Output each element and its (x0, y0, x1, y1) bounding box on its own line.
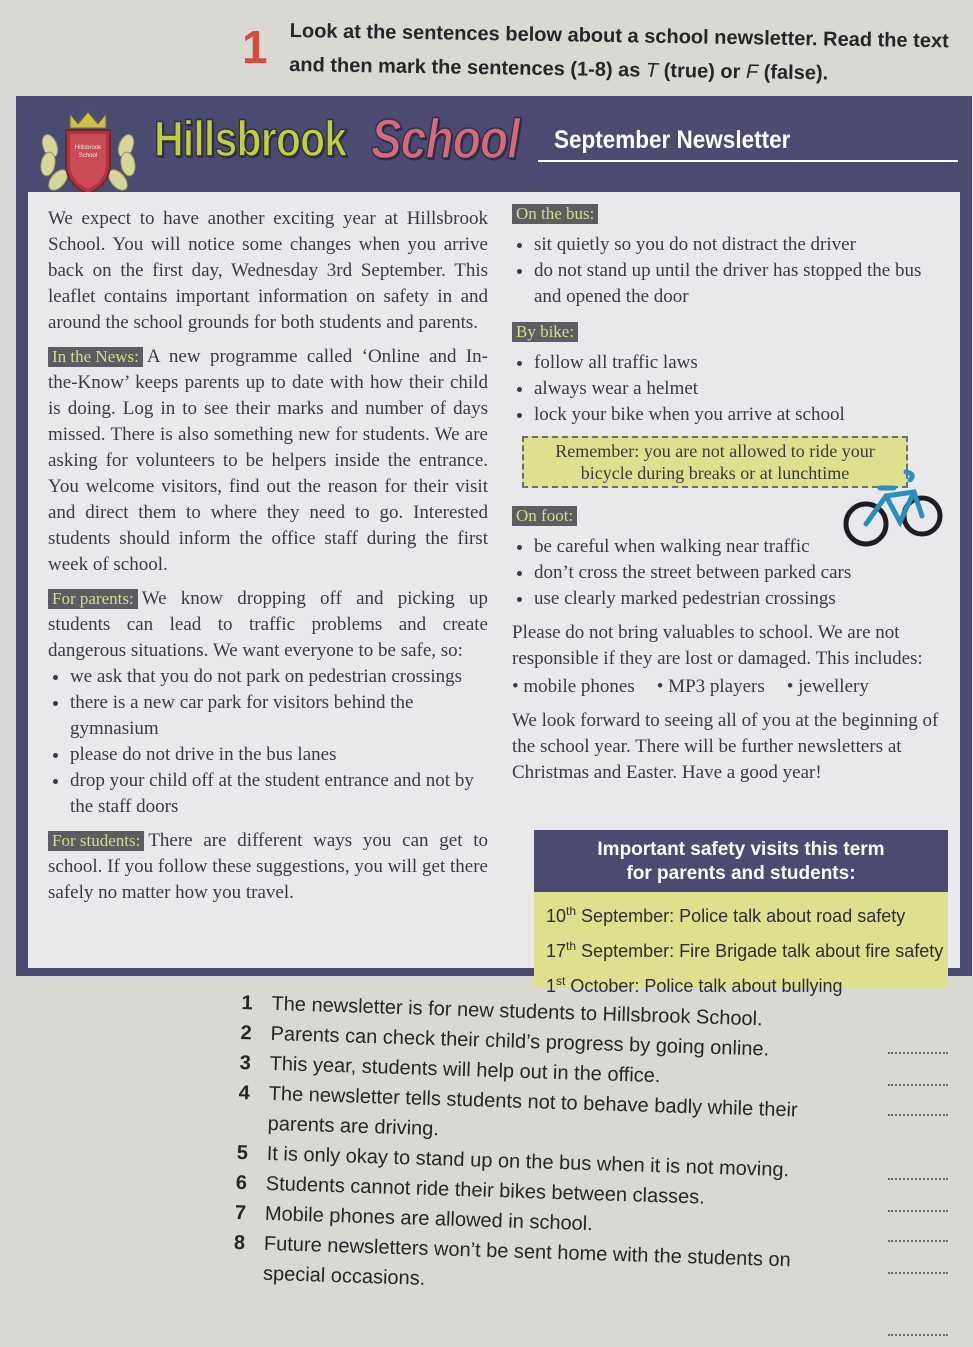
list-item: • don’t cross the street between parked cars (534, 560, 952, 586)
title-underline (538, 160, 958, 162)
list-item: • follow all traffic laws (534, 350, 952, 376)
task-instruction (289, 14, 965, 93)
list-item: • always wear a helmet (534, 376, 952, 402)
list-item (546, 931, 948, 966)
in-the-news-text: A new programme called ‘Online and In-the-Know’ keeps parents up to date with how their child is doing. Log in to see their marks and number of days missed. There is also something new for students. We are asking for volunteers to be helpers inside the entrance. You welcome visitors, find out the reason for their visit and direct them to where they need to go. Interested students should inform the office staff during the first week of school. (48, 346, 488, 575)
list-item: • mobile phones (512, 674, 635, 700)
visit-day-suffix: st (556, 974, 566, 988)
visit-day-suffix: th (566, 939, 577, 953)
bus-bullet-list (512, 232, 952, 310)
question-number: 4 (238, 1081, 251, 1105)
visit-day: 1 (546, 976, 557, 996)
in-the-news-tag: In the News: (48, 347, 143, 367)
question-text: Future newsletters won’t be sent home with the students on special occasions. (262, 1232, 792, 1290)
parents-bullet-list (48, 664, 488, 820)
list-item: • lock your bike when you arrive at school (534, 402, 952, 428)
question-text: Mobile phones are allowed in school. (264, 1202, 594, 1236)
list-item: • MP3 players (657, 674, 765, 700)
on-foot-tag: On foot: (512, 506, 577, 526)
true-word: (true) or (657, 59, 747, 84)
list-item (546, 896, 948, 931)
for-parents-tag: For parents: (48, 589, 138, 609)
false-word: (false). (757, 61, 829, 85)
instruction-prefix: Look at the sentences below about a school newsletter. Read the text and then mark the sentences (1-8) as (289, 19, 949, 82)
question-number: 1 (241, 991, 253, 1015)
answer-blank-1[interactable] (888, 1052, 948, 1054)
visit-text: September: Fire Brigade talk about fire safety (576, 941, 944, 961)
bicycle-icon (840, 466, 944, 552)
visit-text: September: Police talk about road safety (576, 906, 906, 926)
list-item (546, 966, 948, 1001)
on-the-bus-tag: On the bus: (512, 204, 598, 224)
question-text: This year, students will help out in the office. (269, 1052, 661, 1088)
newsletter-title: September Newsletter (554, 126, 791, 154)
for-students-tag: For students: (48, 831, 144, 851)
school-name-word-1: Hillsbrook (154, 111, 347, 167)
list-item: • jewellery (787, 674, 869, 700)
answer-blank-3[interactable] (888, 1114, 948, 1116)
question-text: Students cannot ride their bikes between classes. (265, 1172, 706, 1209)
answer-blank-6[interactable] (888, 1240, 948, 1242)
visit-day: 17 (546, 941, 567, 961)
crest-text: Hillsbrook School (74, 145, 102, 159)
safety-title-line-2: for parents and students: (626, 863, 856, 884)
for-students-text: There are different ways you can get to school. If you follow these suggestions, you will get there safely no matter how you travel. (48, 830, 488, 903)
true-mark: T (645, 59, 659, 82)
by-bike-tag: By bike: (512, 322, 578, 342)
newsletter (16, 96, 972, 996)
list-item: • we ask that you do not park on pedestrian crossings (70, 664, 488, 690)
for-students-paragraph (48, 828, 488, 906)
for-parents-paragraph (48, 586, 488, 664)
list-item: • sit quietly so you do not distract the driver (534, 232, 952, 258)
visit-day-suffix: th (566, 904, 577, 918)
question-number: 6 (235, 1171, 248, 1195)
visit-day: 10 (546, 906, 567, 926)
answer-blank-2[interactable] (888, 1084, 948, 1086)
safety-visits-box (534, 830, 948, 996)
left-column (48, 206, 488, 914)
visit-text: October: Police talk about bullying (565, 976, 843, 996)
for-parents-text: We know dropping off and picking up students can lead to traffic problems and create dangerous situations. We want everyone to be safe, so: (48, 588, 488, 661)
in-the-news-paragraph (48, 344, 488, 578)
question-number: 2 (240, 1021, 253, 1045)
intro-paragraph: We expect to have another exciting year at Hillsbrook School. You will notice some changes when you arrive back on the first day, Wednesday 3rd September. This leaflet contains important information on safety in and around the school grounds for both students and parents. (48, 208, 488, 333)
bike-bullet-list (512, 350, 952, 428)
list-item: • there is a new car park for visitors behind the gymnasium (70, 690, 488, 742)
question-text: It is only okay to stand up on the bus when it is not moving. (266, 1142, 790, 1182)
bike-reminder-box: Remember: you are not allowed to ride your bicycle during breaks or at lunchtime (522, 436, 908, 488)
question-number: 5 (236, 1141, 249, 1165)
valuables-paragraph: Please do not bring valuables to school. We are not responsible if they are lost or damaged. This includes: (512, 622, 923, 669)
valuables-list (512, 674, 952, 700)
question-list (233, 988, 942, 1310)
answer-blank-4[interactable] (888, 1178, 948, 1180)
question-number: 3 (239, 1051, 252, 1075)
answer-blank-5[interactable] (888, 1210, 948, 1212)
safety-visits-title (534, 830, 948, 892)
question-number: 8 (233, 1231, 246, 1255)
list-item: • use clearly marked pedestrian crossings (534, 586, 952, 612)
false-mark: F (745, 61, 759, 84)
answer-blank-7[interactable] (888, 1272, 948, 1274)
school-name-word-2: School (371, 107, 520, 170)
list-item: • do not stand up until the driver has stopped the bus and opened the door (534, 258, 952, 310)
question-number: 7 (234, 1201, 247, 1225)
list-item: • drop your child off at the student entrance and not by the staff doors (70, 768, 488, 820)
safety-title-line-1: Important safety visits this term (597, 839, 885, 860)
question-text: The newsletter is for new students to Hillsbrook School. (271, 992, 763, 1031)
question-text: Parents can check their child’s progress by going online. (270, 1022, 770, 1061)
safety-visits-list (534, 892, 948, 1001)
task-number: 1 (242, 21, 268, 73)
list-item: • please do not drive in the bus lanes (70, 742, 488, 768)
answer-blank-8[interactable] (888, 1334, 948, 1336)
closing-paragraph: We look forward to seeing all of you at the beginning of the school year. There will be further newsletters at Christmas and Easter. Have a good year! (512, 710, 939, 783)
question-text: The newsletter tells students not to behave badly while their parents are driving. (267, 1082, 798, 1141)
list-item: • be careful when walking near traffic (534, 534, 952, 560)
